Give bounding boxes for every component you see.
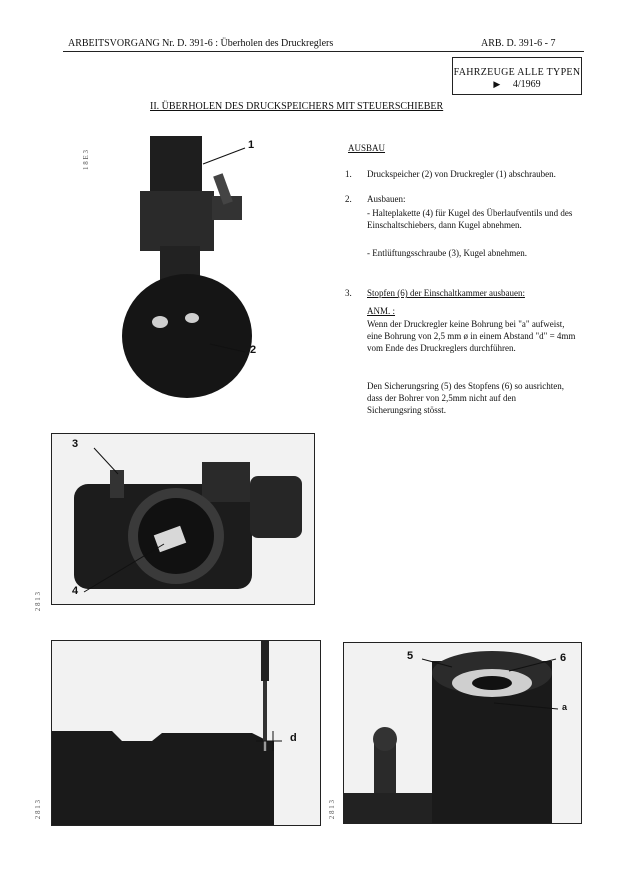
step2-number: 2.	[345, 194, 352, 204]
header-right: ARB. D. 391-6 - 7	[481, 38, 556, 49]
step2-item2: - Entlüftungsschraube (3), Kugel abnehmen.	[367, 248, 527, 258]
arrow-icon: ▶	[493, 79, 501, 89]
header-rule	[63, 51, 584, 52]
step3-text: Stopfen (6) der Einschaltkammer ausbauen:	[367, 288, 525, 298]
figure-1-drawing	[100, 136, 294, 406]
figure-4-photo	[343, 642, 582, 824]
callout-2: 2	[250, 344, 257, 356]
callout-4: 4	[72, 585, 79, 597]
callout-6: 6	[560, 652, 567, 664]
figure-4-code: 2 8 1 3	[328, 800, 336, 820]
validity-date-line	[453, 79, 581, 90]
callout-1: 1	[248, 139, 255, 151]
callout-3: 3	[72, 438, 79, 450]
vehicle-types: FAHRZEUGE ALLE TYPEN	[453, 67, 581, 78]
figure-3-photo	[51, 640, 321, 826]
figure-2-code: 2 8 1 3	[34, 592, 42, 612]
step1-number: 1.	[345, 169, 352, 179]
note-sicherungsring: Den Sicherungsring (5) des Stopfens (6) so ausrichten, dass der Bohrer von 2,5mm nicht auf den Sicherungsring stösst.	[367, 381, 564, 415]
step3-number: 3.	[345, 288, 352, 298]
callout-d: d	[290, 732, 297, 744]
validity-date: 4/1969	[512, 79, 541, 90]
figure-4-drawing	[344, 643, 581, 823]
section-title: II. ÜBERHOLEN DES DRUCKSPEICHERS MIT STEUERSCHIEBER	[150, 101, 444, 112]
callout-a: a	[562, 702, 568, 712]
figure-3-code: 2 8 1 3	[34, 800, 42, 820]
figure-1-photo	[100, 136, 294, 406]
ausbau-heading: AUSBAU	[348, 143, 386, 153]
figure-2-drawing	[52, 434, 314, 604]
anm-text: Wenn der Druckregler keine Bohrung bei "a" aufweist, eine Bohrung von 2,5 mm ø in einem Abstand "d" = 4mm vom Ende des Druckreglers durchführen.	[367, 319, 576, 353]
applicability-box	[452, 57, 582, 95]
header-left: ARBEITSVORGANG Nr. D. 391-6 : Überholen des Druckreglers	[68, 38, 334, 49]
figure-2-photo	[51, 433, 315, 605]
step2-item1: - Halteplakette (4) für Kugel des Überlaufventils und des Einschaltschiebers, dann Kugel abnehmen.	[367, 208, 573, 230]
figure-1-code: 1 8 E 3	[82, 150, 90, 171]
figure-3-drawing	[52, 641, 320, 825]
step1-text: Druckspeicher (2) von Druckregler (1) abschrauben.	[367, 169, 556, 179]
anm-label: ANM. :	[367, 306, 396, 316]
step2-text: Ausbauen:	[367, 194, 406, 204]
callout-5: 5	[407, 650, 414, 662]
